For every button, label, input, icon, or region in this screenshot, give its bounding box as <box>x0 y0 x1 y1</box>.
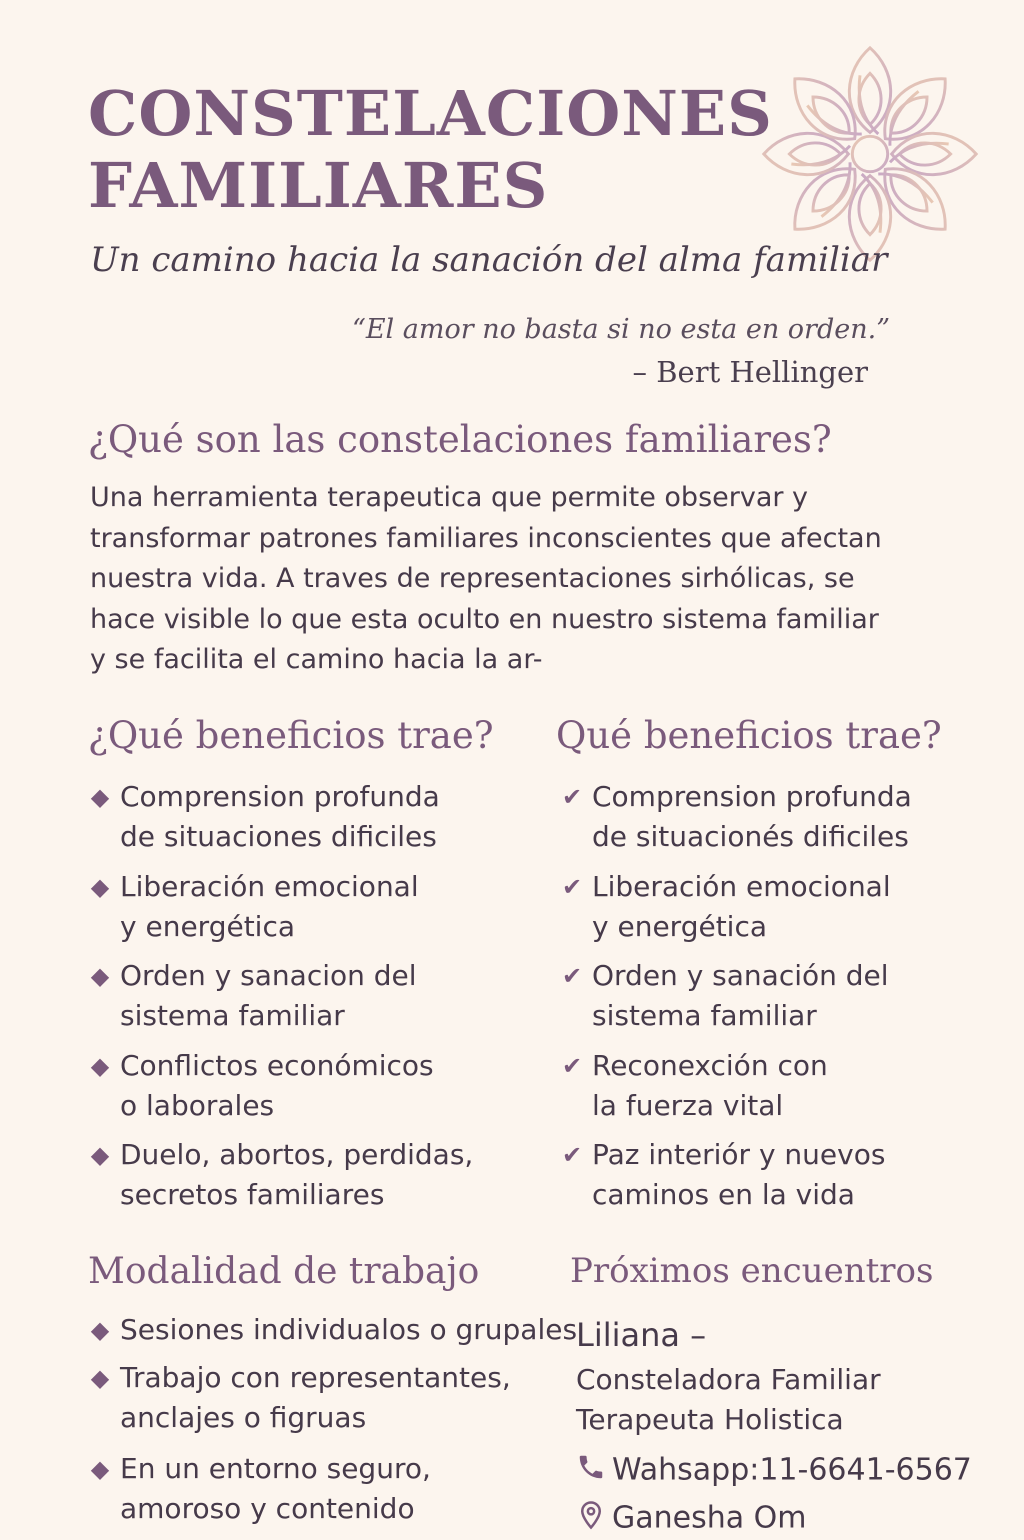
list-item-line: sistema familiar <box>592 999 817 1032</box>
list-item <box>90 956 540 1046</box>
list-item <box>561 1135 1012 1225</box>
flower-petal-inner <box>859 73 881 124</box>
benefits-list-right <box>561 777 1012 1225</box>
flower-petal <box>780 64 869 153</box>
phone-text: Wahsapp:11-6641-6567 <box>612 1452 972 1488</box>
list-item-line: caminos en la vida <box>592 1178 855 1211</box>
diamond-bullet-icon: ◆ <box>90 1364 110 1392</box>
list-item <box>90 777 540 867</box>
section-heading-encounters: Próximos encuentros <box>570 1251 934 1291</box>
list-item-line: anclajes o figruas <box>120 1401 367 1434</box>
diamond-bullet-icon: ◆ <box>90 1316 110 1344</box>
intro-paragraph <box>90 478 970 681</box>
list-item-line: Sesiones individualos o grupales <box>120 1313 578 1346</box>
diamond-bullet-icon: ◆ <box>90 783 110 811</box>
contact-role-line: Consteladora Familiar <box>576 1363 881 1396</box>
title-line-1: CONSTELACIONES <box>88 77 773 150</box>
section-heading-benefits-right: Qué beneficios trae? <box>556 714 942 757</box>
location-text: Ganesha Om <box>612 1500 807 1536</box>
list-item <box>90 867 540 957</box>
list-item-line: En un entorno seguro, <box>120 1452 431 1485</box>
list-item-line: y energética <box>592 909 767 943</box>
list-item-line: Paz interiór y nuevos <box>592 1138 886 1171</box>
checkmark-icon: ✔ <box>561 1051 583 1080</box>
list-item-line: de situacionés dificiles <box>592 820 909 853</box>
section-heading-modality: Modalidad de trabajo <box>88 1251 480 1292</box>
list-item-line: Trabajo con representantes, <box>120 1361 511 1394</box>
flower-petal <box>871 64 960 153</box>
list-item <box>90 1310 578 1358</box>
flower-petal <box>780 155 869 244</box>
checkmark-icon: ✔ <box>561 783 583 811</box>
contact-location[interactable] <box>576 1500 807 1538</box>
section-heading-benefits-left: ¿Qué beneficios trae? <box>88 714 494 757</box>
list-item-line: Orden y sanación del <box>592 959 889 992</box>
section-heading-what: ¿Qué son las constelaciones familiares? <box>88 418 832 461</box>
mandala-flower-icon <box>752 36 988 272</box>
list-item <box>561 1046 1012 1136</box>
intro-line: transformar patrones familiares inconscientes que afectan <box>90 522 882 554</box>
list-item-line: amoroso y contenido <box>120 1492 415 1525</box>
contact-phone[interactable] <box>576 1452 972 1490</box>
modality-list <box>90 1310 578 1540</box>
flower-petal <box>871 155 960 244</box>
quote: “El amor no basta si no esta en orden.” <box>352 314 890 345</box>
list-item-line: Liberación emocional <box>592 869 891 903</box>
diamond-bullet-icon: ◆ <box>90 872 110 901</box>
list-item-line: secretos familiares <box>120 1178 385 1211</box>
list-item-line: Comprension profunda <box>120 780 440 813</box>
flower-petal-inner <box>900 143 951 165</box>
list-item-line: Duelo, abortos, perdidas, <box>120 1138 474 1171</box>
intro-line: hace visible lo que esta oculto en nuestro sistema familiar <box>90 603 879 635</box>
contact-role-line: Terapeuta Holistica <box>576 1403 844 1436</box>
intro-line: Una herramienta terapeutica que permite observar y <box>90 482 809 513</box>
diamond-bullet-icon: ◆ <box>90 962 110 990</box>
checkmark-icon: ✔ <box>561 962 583 990</box>
list-item-line: de situaciones dificiles <box>120 820 437 853</box>
subtitle: Un camino hacia la sanación del alma familiar <box>90 240 888 280</box>
list-item <box>90 1449 560 1540</box>
list-item <box>561 777 1012 867</box>
list-item <box>90 1135 540 1225</box>
intro-line: y se facilita el camino hacia la ar- <box>90 644 543 675</box>
contact-name: Liliana – <box>576 1316 707 1354</box>
checkmark-icon: ✔ <box>561 872 583 901</box>
list-item <box>90 1358 560 1449</box>
benefits-list-left <box>90 777 540 1225</box>
list-item-line: Comprension profunda <box>592 780 912 813</box>
list-item-line: Reconexción con <box>592 1048 828 1082</box>
list-item <box>561 956 1012 1046</box>
list-item-line: sistema familiar <box>120 999 345 1032</box>
location-pin-icon <box>576 1500 612 1538</box>
list-item-line: o laborales <box>120 1088 275 1122</box>
list-item-line: Conflictos económicos <box>120 1048 434 1082</box>
list-item-line: Orden y sanacion del <box>120 959 417 992</box>
flower-petal-inner <box>789 143 840 165</box>
contact-role <box>576 1360 1016 1440</box>
flower-petal-inner <box>859 184 881 235</box>
diamond-bullet-icon: ◆ <box>90 1051 110 1080</box>
list-item-line: Liberación emocional <box>120 869 419 903</box>
checkmark-icon: ✔ <box>561 1141 583 1169</box>
diamond-bullet-icon: ◆ <box>90 1141 110 1169</box>
list-item <box>561 867 1012 957</box>
list-item-line: la fuerza vital <box>592 1088 784 1122</box>
diamond-bullet-icon: ◆ <box>90 1455 110 1483</box>
phone-icon <box>576 1452 612 1490</box>
page-title <box>88 77 773 222</box>
quote-author: – Bert Hellinger <box>632 355 868 389</box>
intro-line: nuestra vida. A traves de representaciones sirhólicas, se <box>90 563 855 594</box>
title-line-2: FAMILIARES <box>88 149 549 222</box>
list-item <box>90 1046 540 1136</box>
list-item-line: y energética <box>120 909 295 943</box>
